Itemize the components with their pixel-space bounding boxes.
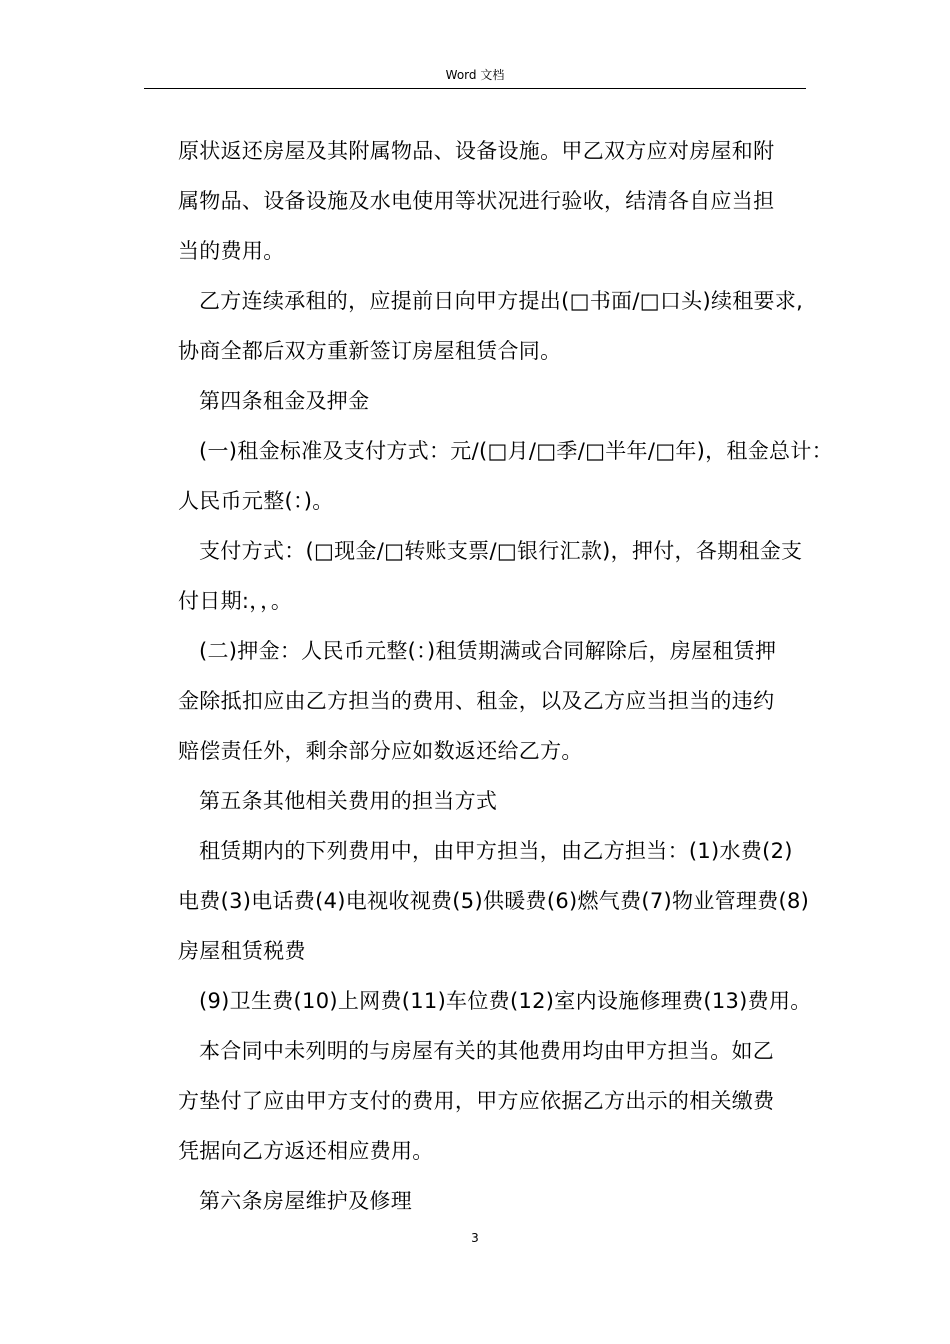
paragraph <box>178 376 818 426</box>
paragraph <box>178 976 818 1026</box>
text-line: 第六条房屋维护及修理 <box>199 1189 412 1213</box>
text-line: 本合同中未列明的与房屋有关的其他费用均由甲方担当。如乙 <box>199 1039 775 1063</box>
text-line: 赔偿责任外，剩余部分应如数返还给乙方。 <box>178 739 583 763</box>
text-line: 第五条其他相关费用的担当方式 <box>199 789 498 813</box>
header-divider <box>144 88 806 89</box>
text-line: 电费(3)电话费(4)电视收视费(5)供暖费(6)燃气费(7)物业管理费(8) <box>178 889 810 913</box>
document-body <box>178 126 833 1226</box>
text-line: 方垫付了应由甲方支付的费用，甲方应依据乙方出示的相关缴费 <box>178 1089 775 1113</box>
text-line: 租赁期内的下列费用中，由甲方担当，由乙方担当：(1)水费(2) <box>199 839 793 863</box>
text-line: 协商全都后双方重新签订房屋租赁合同。 <box>178 339 562 363</box>
paragraph <box>178 276 818 376</box>
text-line: 支付方式：(□现金/□转账支票/□银行汇款)，押付，各期租金支 <box>199 539 803 563</box>
text-line: 人民币元整(：)。 <box>178 489 334 513</box>
text-line: 房屋租赁税费 <box>178 939 306 963</box>
paragraph <box>178 1176 818 1226</box>
text-line: 乙方连续承租的，应提前日向甲方提出(□书面/□口头)续租要求, <box>199 289 804 313</box>
text-line: 属物品、设备设施及水电使用等状况进行验收，结清各自应当担 <box>178 189 775 213</box>
text-line: (二)押金：人民币元整(：)租赁期满或合同解除后，房屋租赁押 <box>199 639 777 663</box>
paragraph <box>178 526 818 626</box>
text-line: 第四条租金及押金 <box>199 389 370 413</box>
paragraph <box>178 776 818 826</box>
text-line: (一)租金标准及支付方式：元/(□月/□季/□半年/□年)，租金总计： <box>199 439 833 463</box>
text-line: 原状返还房屋及其附属物品、设备设施。甲乙双方应对房屋和附 <box>178 139 775 163</box>
text-line: 金除抵扣应由乙方担当的费用、租金，以及乙方应当担当的违约 <box>178 689 775 713</box>
text-line: 付日期:，，。 <box>178 589 293 613</box>
text-line: 当的费用。 <box>178 239 285 263</box>
paragraph <box>178 1026 818 1176</box>
paragraph <box>178 126 818 276</box>
text-line: (9)卫生费(10)上网费(11)车位费(12)室内设施修理费(13)费用。 <box>199 989 812 1013</box>
text-line: 凭据向乙方返还相应费用。 <box>178 1139 434 1163</box>
paragraph <box>178 426 833 526</box>
page-number: 3 <box>471 1231 479 1245</box>
paragraph <box>178 826 818 976</box>
page-header: Word 文档 <box>445 68 505 82</box>
paragraph <box>178 626 818 776</box>
